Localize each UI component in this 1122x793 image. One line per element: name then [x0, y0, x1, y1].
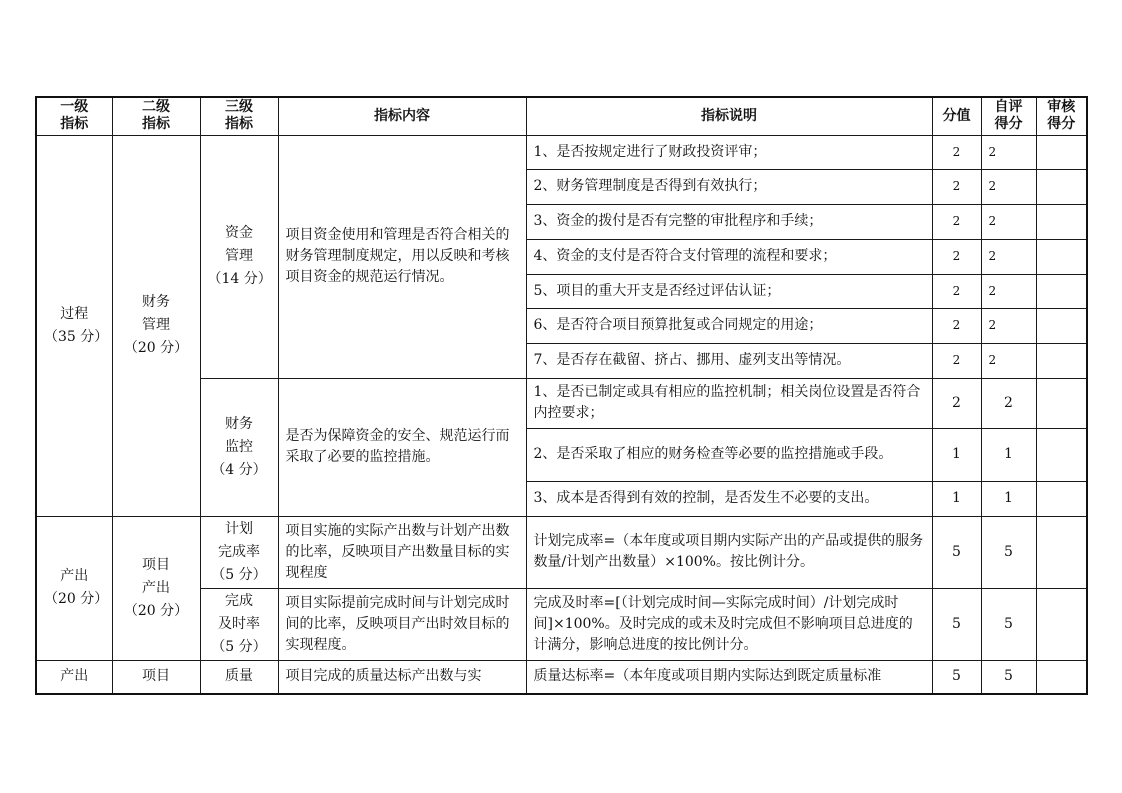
quality-content: 项目完成的质量达标产出数与实: [278, 660, 526, 694]
self-score-cell: 2: [981, 169, 1036, 204]
self-score-cell: 2: [981, 239, 1036, 274]
desc-cell: 1、是否已制定或具有相应的监控机制；相关岗位设置是否符合内控要求；: [526, 378, 932, 428]
score-cell: 1: [932, 428, 981, 481]
level3-quality: 质量: [200, 660, 278, 694]
self-score-cell: 5: [981, 588, 1036, 660]
desc-cell: 7、是否存在截留、挤占、挪用、虚列支出等情况。: [526, 343, 932, 378]
score-cell: 5: [932, 516, 981, 588]
audit-score-cell: [1036, 204, 1087, 239]
desc-cell: 4、资金的支付是否符合支付管理的流程和要求；: [526, 239, 932, 274]
score-cell: 2: [932, 378, 981, 428]
self-score-cell: 2: [981, 204, 1036, 239]
self-score-cell: 2: [981, 274, 1036, 308]
header-content: 指标内容: [278, 97, 526, 135]
desc-cell: 3、成本是否得到有效的控制，是否发生不必要的支出。: [526, 481, 932, 516]
audit-score-cell: [1036, 308, 1087, 343]
score-cell: 2: [932, 274, 981, 308]
timeliness-content: 项目实际提前完成时间与计划完成时间的比率，反映项目产出时效目标的实现程度。: [278, 588, 526, 660]
header-row: [36, 97, 1087, 135]
score-cell: 1: [932, 481, 981, 516]
level1-output-continued: 产出: [36, 660, 112, 694]
desc-cell: 2、财务管理制度是否得到有效执行；: [526, 169, 932, 204]
audit-score-cell: [1036, 516, 1087, 588]
desc-cell: 计划完成率=（本年度或项目期内实际产出的产品或提供的服务数量/计划产出数量）×100%。按比例计分。: [526, 516, 932, 588]
score-cell: 2: [932, 239, 981, 274]
level3-plan-completion: 计划 完成率 （5 分）: [200, 516, 278, 588]
table-row: [36, 516, 1087, 588]
header-self-score: 自评 得分: [981, 97, 1036, 135]
self-score-cell: 2: [981, 308, 1036, 343]
level2-project-continued: 项目: [112, 660, 200, 694]
score-cell: 2: [932, 308, 981, 343]
score-cell: 5: [932, 588, 981, 660]
level3-fund-management: 资金 管理 （14 分）: [200, 135, 278, 378]
header-audit-score: 审核 得分: [1036, 97, 1087, 135]
audit-score-cell: [1036, 343, 1087, 378]
desc-cell: 1、是否按规定进行了财政投资评审；: [526, 135, 932, 169]
self-score-cell: 2: [981, 135, 1036, 169]
score-cell: 2: [932, 343, 981, 378]
audit-score-cell: [1036, 169, 1087, 204]
score-cell: 2: [932, 169, 981, 204]
desc-cell: 6、是否符合项目预算批复或合同规定的用途；: [526, 308, 932, 343]
level3-timeliness: 完成 及时率 （5 分）: [200, 588, 278, 660]
audit-score-cell: [1036, 239, 1087, 274]
table-row: [36, 135, 1087, 169]
table-row: [36, 660, 1087, 694]
level1-output: 产出 （20 分）: [36, 516, 112, 660]
fund-management-content: 项目资金使用和管理是否符合相关的财务管理制度规定，用以反映和考核项目资金的规范运行情况。: [278, 135, 526, 378]
audit-score-cell: [1036, 660, 1087, 694]
self-score-cell: 5: [981, 516, 1036, 588]
audit-score-cell: [1036, 378, 1087, 428]
level3-financial-monitoring: 财务 监控 （4 分）: [200, 378, 278, 516]
audit-score-cell: [1036, 135, 1087, 169]
audit-score-cell: [1036, 274, 1087, 308]
desc-cell: 5、项目的重大开支是否经过评估认证；: [526, 274, 932, 308]
financial-monitoring-content: 是否为保障资金的安全、规范运行而采取了必要的监控措施。: [278, 378, 526, 516]
score-cell: 2: [932, 204, 981, 239]
level1-process: 过程 （35 分）: [36, 135, 112, 516]
desc-cell: 2、是否采取了相应的财务检查等必要的监控措施或手段。: [526, 428, 932, 481]
evaluation-table: [35, 96, 1088, 695]
plan-completion-content: 项目实施的实际产出数与计划产出数的比率，反映项目产出数量目标的实现程度: [278, 516, 526, 588]
self-score-cell: 1: [981, 428, 1036, 481]
desc-cell: 完成及时率=[（计划完成时间—实际完成时间）/计划完成时间]×100%。及时完成的或未及时完成但不影响项目总进度的计满分，影响总进度的按比例计分。: [526, 588, 932, 660]
desc-cell: 质量达标率=（本年度或项目期内实际达到既定质量标准: [526, 660, 932, 694]
header-score: 分值: [932, 97, 981, 135]
header-level1: 一级 指标: [36, 97, 112, 135]
self-score-cell: 1: [981, 481, 1036, 516]
header-description: 指标说明: [526, 97, 932, 135]
self-score-cell: 2: [981, 343, 1036, 378]
score-cell: 5: [932, 660, 981, 694]
self-score-cell: 5: [981, 660, 1036, 694]
score-cell: 2: [932, 135, 981, 169]
self-score-cell: 2: [981, 378, 1036, 428]
level2-project-output: 项目 产出 （20 分）: [112, 516, 200, 660]
header-level2: 二级 指标: [112, 97, 200, 135]
level2-financial-management: 财务 管理 （20 分）: [112, 135, 200, 516]
audit-score-cell: [1036, 481, 1087, 516]
audit-score-cell: [1036, 588, 1087, 660]
desc-cell: 3、资金的拨付是否有完整的审批程序和手续；: [526, 204, 932, 239]
audit-score-cell: [1036, 428, 1087, 481]
header-level3: 三级 指标: [200, 97, 278, 135]
